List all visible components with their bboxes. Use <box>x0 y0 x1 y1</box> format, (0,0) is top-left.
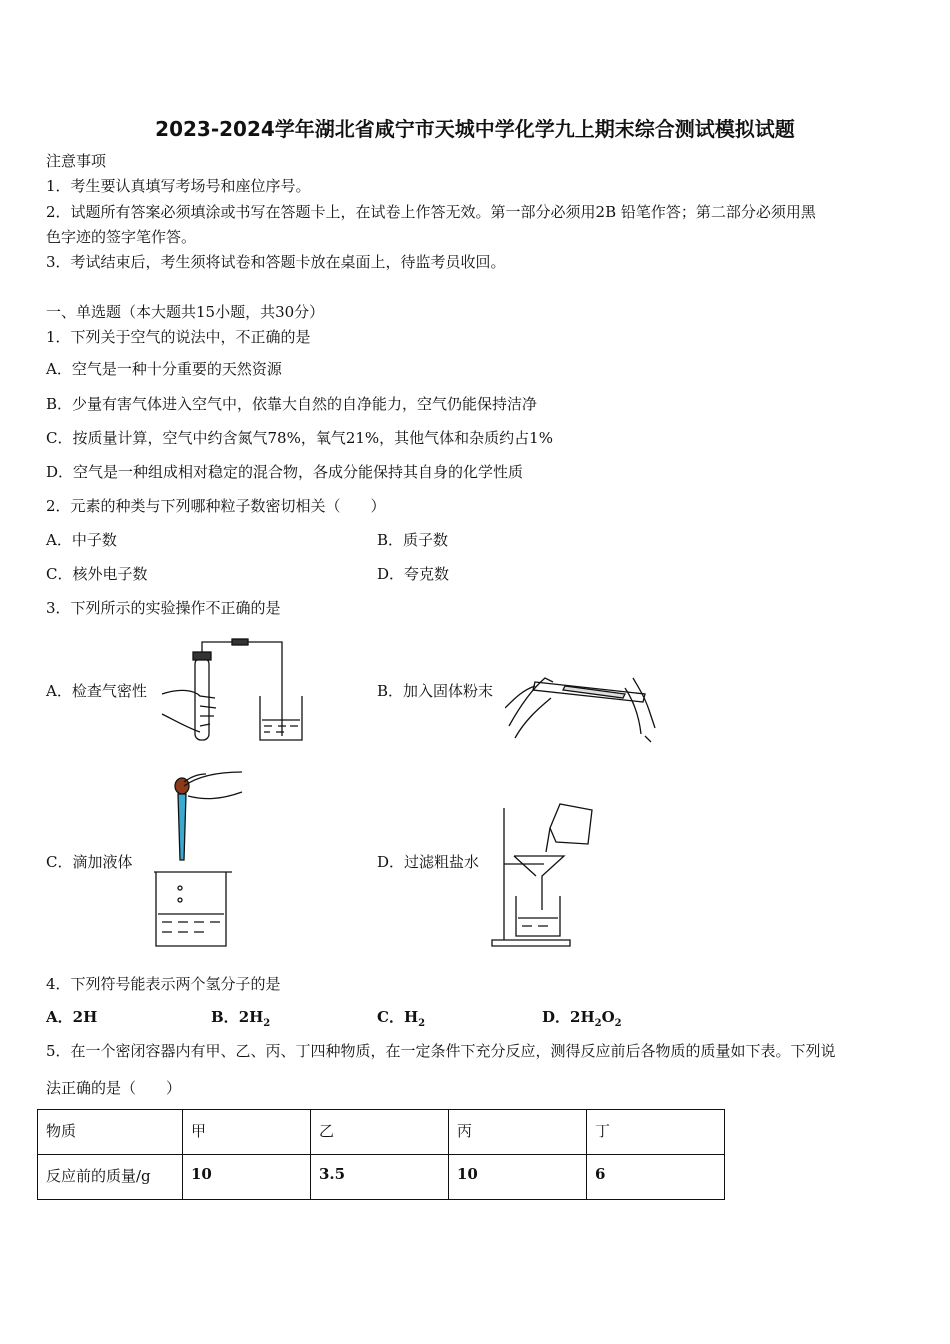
q1-option-a: A．空气是一种十分重要的天然资源 <box>46 360 282 378</box>
q3-option-d: D．过滤粗盐水 <box>377 853 480 871</box>
dropping-liquid-figure <box>148 766 246 950</box>
table-cell: 10 <box>449 1155 587 1200</box>
table-cell: 乙 <box>311 1110 449 1155</box>
q3-option-c: C．滴加液体 <box>46 853 133 871</box>
table-cell: 物质 <box>38 1110 183 1155</box>
adding-powder-figure <box>505 668 657 744</box>
table-cell: 甲 <box>183 1110 311 1155</box>
q4-option-b: B．$2H_2$ <box>211 1008 271 1029</box>
q2-option-b: B．质子数 <box>377 531 449 549</box>
q2-stem: 2．元素的种类与下列哪种粒子数密切相关（ ） <box>46 497 386 515</box>
table-cell: 丙 <box>449 1110 587 1155</box>
q4-option-c: C．$H_2$ <box>377 1008 426 1029</box>
airtightness-check-figure <box>160 636 310 744</box>
section-heading: 一、单选题（本大题共15小题，共30分） <box>46 303 325 321</box>
q5-stem-line2: 法正确的是（ ） <box>46 1079 182 1097</box>
table-cell: 3.5 <box>311 1155 449 1200</box>
table-cell: 反应前的质量/g <box>38 1155 183 1200</box>
page-title: 2023-2024学年湖北省咸宁市天城中学化学九上期末综合测试模拟试题 <box>155 117 795 141</box>
notice-heading: 注意事项 <box>46 152 107 170</box>
q1-option-b: B．少量有害气体进入空气中，依靠大自然的自净能力，空气仍能保持洁净 <box>46 395 538 413</box>
notice-item: 1．考生要认真填写考场号和座位序号。 <box>46 177 311 195</box>
notice-item: 2．试题所有答案必须填涂或书写在答题卡上，在试卷上作答无效。第一部分必须用2B 铅笔作答；第二部分必须用黑 <box>46 203 816 221</box>
q3-option-b: B．加入固体粉末 <box>377 682 494 700</box>
table-cell: 丁 <box>587 1110 725 1155</box>
table-header-row <box>38 1110 725 1155</box>
q2-option-c: C．核外电子数 <box>46 565 148 583</box>
q2-option-a: A．中子数 <box>46 531 117 549</box>
q2-option-d: D．夸克数 <box>377 565 450 583</box>
q1-stem: 1．下列关于空气的说法中，不正确的是 <box>46 328 311 346</box>
q1-option-c: C．按质量计算，空气中约含氮气78%，氧气21%，其他气体和杂质约占1% <box>46 429 553 447</box>
filtration-figure <box>490 800 600 948</box>
q5-stem-line1: 5．在一个密闭容器内有甲、乙、丙、丁四种物质，在一定条件下充分反应，测得反应前后各物质的质量如下表。下列说 <box>46 1042 836 1060</box>
mass-table <box>37 1109 725 1200</box>
notice-item: 3．考试结束后，考生须将试卷和答题卡放在桌面上，待监考员收回。 <box>46 253 506 271</box>
q1-option-d: D．空气是一种组成相对稳定的混合物，各成分能保持其自身的化学性质 <box>46 463 524 481</box>
q4-option-d: D．$2H_2O_2$ <box>542 1008 622 1029</box>
q4-option-a: A．2H <box>46 1008 98 1026</box>
table-cell: 6 <box>587 1155 725 1200</box>
q4-stem: 4．下列符号能表示两个氢分子的是 <box>46 975 281 993</box>
table-cell: 10 <box>183 1155 311 1200</box>
q3-option-a: A．检查气密性 <box>46 682 147 700</box>
table-row <box>38 1155 725 1200</box>
q3-stem: 3．下列所示的实验操作不正确的是 <box>46 599 281 617</box>
notice-item: 色字迹的签字笔作答。 <box>46 228 197 246</box>
